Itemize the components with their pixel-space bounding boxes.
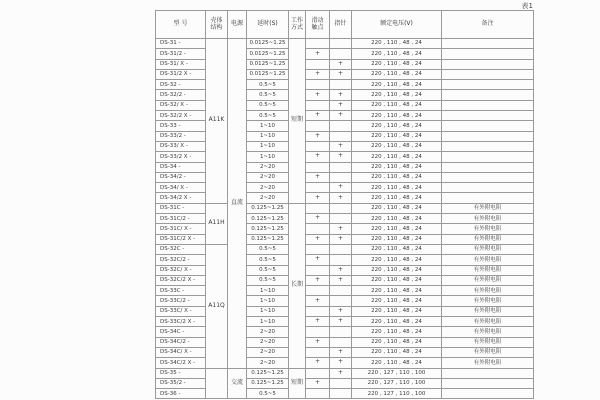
sliding-contact-mark-cell bbox=[306, 183, 330, 193]
remark-cell: 有外附电阻 bbox=[442, 337, 534, 347]
remark-cell: 有外附电阻 bbox=[442, 286, 534, 296]
remark-cell bbox=[442, 59, 534, 69]
sliding-contact-mark-cell: + bbox=[306, 49, 330, 59]
header-row bbox=[156, 11, 534, 39]
remark-cell bbox=[442, 141, 534, 151]
shell-structure-cell: A11H bbox=[206, 203, 228, 244]
remark-cell bbox=[442, 100, 534, 110]
table-row bbox=[156, 39, 534, 49]
remark-cell: 有外附电阻 bbox=[442, 255, 534, 265]
pointer-mark-cell: + bbox=[330, 317, 352, 327]
table-row bbox=[156, 203, 534, 213]
remark-cell bbox=[442, 111, 534, 121]
shell-header-line2: 结构 bbox=[210, 23, 223, 31]
pointer-mark-cell bbox=[330, 244, 352, 254]
delay-range-cell: 2~20 bbox=[247, 193, 289, 203]
model-cell: DS-33/2 - bbox=[156, 131, 206, 141]
sliding-contact-mark-cell: + bbox=[306, 255, 330, 265]
rated-voltage-cell: 220 , 110 , 48 , 24 bbox=[352, 131, 442, 141]
pointer-mark-cell: + bbox=[330, 358, 352, 368]
delay-range-cell: 1~10 bbox=[247, 152, 289, 162]
delay-range-cell: 0.125~1.25 bbox=[247, 234, 289, 244]
remark-cell: 有外附电阻 bbox=[442, 224, 534, 234]
remark-cell bbox=[442, 193, 534, 203]
rated-voltage-cell: 220 , 110 , 48 , 24 bbox=[352, 244, 442, 254]
remark-cell bbox=[442, 49, 534, 59]
model-cell: DS-34C/2 - bbox=[156, 337, 206, 347]
model-cell: DS-32 - bbox=[156, 80, 206, 90]
sliding-contact-mark-cell: + bbox=[306, 317, 330, 327]
col-header-remark: 备注 bbox=[442, 11, 534, 39]
pointer-mark-cell bbox=[330, 39, 352, 49]
rated-voltage-cell: 220 , 110 , 48 , 24 bbox=[352, 224, 442, 234]
remark-cell bbox=[442, 131, 534, 141]
rated-voltage-cell: 220 , 110 , 48 , 24 bbox=[352, 39, 442, 49]
model-cell: DS-31C - bbox=[156, 203, 206, 213]
model-cell: DS-35/2 - bbox=[156, 378, 206, 388]
model-cell: DS-32/2 - bbox=[156, 90, 206, 100]
pointer-mark-cell: + bbox=[330, 111, 352, 121]
sliding-contact-mark-cell bbox=[306, 306, 330, 316]
sliding-contact-mark-cell bbox=[306, 286, 330, 296]
model-cell: DS-34C/ X - bbox=[156, 347, 206, 357]
delay-range-cell: 0.5~5 bbox=[247, 100, 289, 110]
rated-voltage-cell: 220 , 110 , 48 , 24 bbox=[352, 347, 442, 357]
pointer-mark-cell: + bbox=[330, 368, 352, 378]
delay-range-cell: 0.5~5 bbox=[247, 255, 289, 265]
delay-range-cell: 2~20 bbox=[247, 183, 289, 193]
model-cell: DS-34C/2 X - bbox=[156, 358, 206, 368]
pointer-mark-cell bbox=[330, 172, 352, 182]
rated-voltage-cell: 220 , 110 , 48 , 24 bbox=[352, 214, 442, 224]
remark-cell: 有外附电阻 bbox=[442, 265, 534, 275]
delay-range-cell: 0.125~1.25 bbox=[247, 378, 289, 388]
sliding-contact-mark-cell bbox=[306, 59, 330, 69]
work-mode-cell: 短期 bbox=[289, 39, 306, 204]
shell-structure-cell bbox=[206, 368, 228, 399]
model-cell: DS-32C - bbox=[156, 244, 206, 254]
remark-cell: 有外附电阻 bbox=[442, 358, 534, 368]
remark-cell bbox=[442, 80, 534, 90]
rated-voltage-cell: 220 , 110 , 48 , 24 bbox=[352, 111, 442, 121]
pointer-mark-cell: + bbox=[330, 306, 352, 316]
pointer-mark-cell bbox=[330, 378, 352, 388]
sliding-contact-header-line2: 触点 bbox=[311, 23, 324, 31]
power-cell: 交流 bbox=[228, 368, 247, 399]
delay-range-cell: 1~10 bbox=[247, 286, 289, 296]
remark-cell bbox=[442, 389, 534, 399]
pointer-mark-cell bbox=[330, 214, 352, 224]
remark-cell: 有外附电阻 bbox=[442, 306, 534, 316]
model-cell: DS-33/ X - bbox=[156, 141, 206, 151]
delay-range-cell: 0.5~5 bbox=[247, 90, 289, 100]
pointer-mark-cell: + bbox=[330, 100, 352, 110]
rated-voltage-cell: 220 , 110 , 48 , 24 bbox=[352, 80, 442, 90]
col-header-work-mode bbox=[289, 11, 306, 39]
sliding-contact-mark-cell: + bbox=[306, 275, 330, 285]
remark-cell bbox=[442, 183, 534, 193]
sliding-contact-mark-cell bbox=[306, 162, 330, 172]
sliding-contact-mark-cell bbox=[306, 121, 330, 131]
pointer-mark-cell bbox=[330, 389, 352, 399]
sliding-contact-mark-cell bbox=[306, 244, 330, 254]
delay-range-cell: 0.5~5 bbox=[247, 265, 289, 275]
rated-voltage-cell: 220 , 110 , 48 , 24 bbox=[352, 49, 442, 59]
rated-voltage-cell: 220 , 110 , 48 , 24 bbox=[352, 286, 442, 296]
sliding-contact-mark-cell: + bbox=[306, 358, 330, 368]
delay-range-cell: 0.5~5 bbox=[247, 275, 289, 285]
sliding-contact-mark-cell: + bbox=[306, 193, 330, 203]
col-header-pointer: 指针 bbox=[330, 11, 352, 39]
pointer-mark-cell: + bbox=[330, 193, 352, 203]
pointer-mark-cell: + bbox=[330, 69, 352, 79]
delay-range-cell: 0.125~1.25 bbox=[247, 224, 289, 234]
rated-voltage-cell: 220 , 110 , 48 , 24 bbox=[352, 59, 442, 69]
delay-range-cell: 0.5~5 bbox=[247, 389, 289, 399]
pointer-mark-cell: + bbox=[330, 183, 352, 193]
rated-voltage-cell: 220 , 110 , 48 , 24 bbox=[352, 203, 442, 213]
delay-range-cell: 0.5~5 bbox=[247, 244, 289, 254]
pointer-mark-cell: + bbox=[330, 152, 352, 162]
delay-range-cell: 2~20 bbox=[247, 358, 289, 368]
work-mode-header-line1: 工作 bbox=[290, 16, 303, 24]
sliding-contact-header-line1: 滑动 bbox=[311, 16, 324, 24]
delay-range-cell: 0.5~5 bbox=[247, 80, 289, 90]
pointer-mark-cell bbox=[330, 286, 352, 296]
pointer-mark-cell bbox=[330, 131, 352, 141]
remark-cell: 有外附电阻 bbox=[442, 244, 534, 254]
delay-range-cell: 2~20 bbox=[247, 327, 289, 337]
table-row bbox=[156, 244, 534, 254]
rated-voltage-cell: 220 , 127 , 110 , 100 bbox=[352, 378, 442, 388]
delay-range-cell: 2~20 bbox=[247, 347, 289, 357]
rated-voltage-cell: 220 , 110 , 48 , 24 bbox=[352, 69, 442, 79]
remark-cell: 有外附电阻 bbox=[442, 327, 534, 337]
rated-voltage-cell: 220 , 127 , 110 , 100 bbox=[352, 368, 442, 378]
power-cell: 直流 bbox=[228, 39, 247, 369]
remark-cell: 有外附电阻 bbox=[442, 275, 534, 285]
rated-voltage-cell: 220 , 110 , 48 , 24 bbox=[352, 275, 442, 285]
delay-range-cell: 0.125~1.25 bbox=[247, 203, 289, 213]
sliding-contact-mark-cell: + bbox=[306, 69, 330, 79]
model-cell: DS-34/ X - bbox=[156, 183, 206, 193]
rated-voltage-cell: 220 , 110 , 48 , 24 bbox=[352, 193, 442, 203]
remark-cell bbox=[442, 39, 534, 49]
sliding-contact-mark-cell bbox=[306, 347, 330, 357]
pointer-mark-cell bbox=[330, 327, 352, 337]
sliding-contact-mark-cell: + bbox=[306, 111, 330, 121]
delay-range-cell: 1~10 bbox=[247, 296, 289, 306]
rated-voltage-cell: 220 , 127 , 110 , 100 bbox=[352, 389, 442, 399]
rated-voltage-cell: 220 , 110 , 48 , 24 bbox=[352, 265, 442, 275]
model-cell: DS-31/2 - bbox=[156, 49, 206, 59]
pointer-mark-cell: + bbox=[330, 141, 352, 151]
pointer-mark-cell bbox=[330, 203, 352, 213]
pointer-mark-cell: + bbox=[330, 224, 352, 234]
sliding-contact-mark-cell bbox=[306, 203, 330, 213]
remark-cell bbox=[442, 162, 534, 172]
sliding-contact-mark-cell bbox=[306, 141, 330, 151]
rated-voltage-cell: 220 , 110 , 48 , 24 bbox=[352, 172, 442, 182]
sliding-contact-mark-cell bbox=[306, 39, 330, 49]
delay-range-cell: 0.0125~1.25 bbox=[247, 39, 289, 49]
delay-range-cell: 0.0125~1.25 bbox=[247, 49, 289, 59]
pointer-mark-cell: + bbox=[330, 90, 352, 100]
rated-voltage-cell: 220 , 110 , 48 , 24 bbox=[352, 358, 442, 368]
model-cell: DS-34 - bbox=[156, 162, 206, 172]
remark-cell bbox=[442, 172, 534, 182]
pointer-mark-cell bbox=[330, 49, 352, 59]
model-cell: DS-34/2 X - bbox=[156, 193, 206, 203]
model-cell: DS-33C/ X - bbox=[156, 306, 206, 316]
rated-voltage-cell: 220 , 110 , 48 , 24 bbox=[352, 100, 442, 110]
pointer-mark-cell bbox=[330, 255, 352, 265]
model-cell: DS-31C/ X - bbox=[156, 224, 206, 234]
rated-voltage-cell: 220 , 110 , 48 , 24 bbox=[352, 327, 442, 337]
table-row bbox=[156, 368, 534, 378]
model-cell: DS-31C/2 X - bbox=[156, 234, 206, 244]
rated-voltage-cell: 220 , 110 , 48 , 24 bbox=[352, 141, 442, 151]
rated-voltage-cell: 220 , 110 , 48 , 24 bbox=[352, 152, 442, 162]
sliding-contact-mark-cell: + bbox=[306, 172, 330, 182]
sliding-contact-mark-cell bbox=[306, 389, 330, 399]
model-cell: DS-31 - bbox=[156, 39, 206, 49]
sliding-contact-mark-cell: + bbox=[306, 90, 330, 100]
model-cell: DS-34/2 - bbox=[156, 172, 206, 182]
remark-cell bbox=[442, 90, 534, 100]
model-cell: DS-32C/ X - bbox=[156, 265, 206, 275]
sliding-contact-mark-cell: + bbox=[306, 214, 330, 224]
remark-cell bbox=[442, 152, 534, 162]
delay-range-cell: 1~10 bbox=[247, 317, 289, 327]
delay-range-cell: 2~20 bbox=[247, 337, 289, 347]
rated-voltage-cell: 220 , 110 , 48 , 24 bbox=[352, 234, 442, 244]
sliding-contact-mark-cell bbox=[306, 80, 330, 90]
remark-cell bbox=[442, 121, 534, 131]
col-header-voltage: 额定电压(V) bbox=[352, 11, 442, 39]
model-cell: DS-33C/2 X - bbox=[156, 317, 206, 327]
col-header-sliding-contact bbox=[306, 11, 330, 39]
col-header-delay: 延时(S) bbox=[247, 11, 289, 39]
remark-cell: 有外附电阻 bbox=[442, 214, 534, 224]
model-cell: DS-33C/2 - bbox=[156, 296, 206, 306]
delay-range-cell: 1~10 bbox=[247, 121, 289, 131]
shell-structure-cell: A11Q bbox=[206, 244, 228, 368]
rated-voltage-cell: 220 , 110 , 48 , 24 bbox=[352, 317, 442, 327]
delay-range-cell: 1~10 bbox=[247, 306, 289, 316]
remark-cell bbox=[442, 368, 534, 378]
sliding-contact-mark-cell: + bbox=[306, 337, 330, 347]
remark-cell: 有外附电阻 bbox=[442, 203, 534, 213]
model-cell: DS-32C/2 - bbox=[156, 255, 206, 265]
model-cell: DS-31/2 X - bbox=[156, 69, 206, 79]
model-cell: DS-31C/2 - bbox=[156, 214, 206, 224]
pointer-mark-cell: + bbox=[330, 59, 352, 69]
sliding-contact-mark-cell: + bbox=[306, 234, 330, 244]
col-header-shell-structure bbox=[206, 11, 228, 39]
pointer-mark-cell bbox=[330, 296, 352, 306]
model-cell: DS-31/ X - bbox=[156, 59, 206, 69]
pointer-mark-cell bbox=[330, 121, 352, 131]
delay-range-cell: 2~20 bbox=[247, 172, 289, 182]
pointer-mark-cell: + bbox=[330, 265, 352, 275]
sliding-contact-mark-cell bbox=[306, 327, 330, 337]
model-cell: DS-36 - bbox=[156, 389, 206, 399]
remark-cell: 有外附电阻 bbox=[442, 234, 534, 244]
relay-spec-table bbox=[155, 10, 534, 399]
rated-voltage-cell: 220 , 110 , 48 , 24 bbox=[352, 183, 442, 193]
model-cell: DS-32/2 X - bbox=[156, 111, 206, 121]
col-header-model: 型 号 bbox=[156, 11, 206, 39]
pointer-mark-cell bbox=[330, 162, 352, 172]
delay-range-cell: 0.125~1.25 bbox=[247, 368, 289, 378]
sliding-contact-mark-cell bbox=[306, 368, 330, 378]
pointer-mark-cell bbox=[330, 80, 352, 90]
sliding-contact-mark-cell bbox=[306, 224, 330, 234]
sliding-contact-mark-cell bbox=[306, 265, 330, 275]
delay-range-cell: 1~10 bbox=[247, 131, 289, 141]
pointer-mark-cell bbox=[330, 337, 352, 347]
sliding-contact-mark-cell: + bbox=[306, 296, 330, 306]
rated-voltage-cell: 220 , 110 , 48 , 24 bbox=[352, 162, 442, 172]
work-mode-header-line2: 方式 bbox=[290, 23, 303, 31]
sliding-contact-mark-cell bbox=[306, 100, 330, 110]
remark-cell bbox=[442, 378, 534, 388]
rated-voltage-cell: 220 , 110 , 48 , 24 bbox=[352, 90, 442, 100]
model-cell: DS-34C - bbox=[156, 327, 206, 337]
shell-structure-cell: A11K bbox=[206, 39, 228, 204]
rated-voltage-cell: 220 , 110 , 48 , 24 bbox=[352, 121, 442, 131]
model-cell: DS-33/2 X - bbox=[156, 152, 206, 162]
model-cell: DS-32/ X - bbox=[156, 100, 206, 110]
remark-cell: 有外附电阻 bbox=[442, 296, 534, 306]
model-cell: DS-33 - bbox=[156, 121, 206, 131]
sliding-contact-mark-cell: + bbox=[306, 378, 330, 388]
rated-voltage-cell: 220 , 110 , 48 , 24 bbox=[352, 306, 442, 316]
shell-header-line1: 壳体 bbox=[210, 16, 223, 24]
work-mode-cell: 长期 bbox=[289, 203, 306, 368]
remark-cell: 有外附电阻 bbox=[442, 317, 534, 327]
pointer-mark-cell: + bbox=[330, 234, 352, 244]
delay-range-cell: 2~20 bbox=[247, 162, 289, 172]
delay-range-cell: 0.0125~1.25 bbox=[247, 69, 289, 79]
table-number-label: 表1 bbox=[521, 2, 533, 10]
remark-cell: 有外附电阻 bbox=[442, 347, 534, 357]
model-cell: DS-33C - bbox=[156, 286, 206, 296]
rated-voltage-cell: 220 , 110 , 48 , 24 bbox=[352, 337, 442, 347]
rated-voltage-cell: 220 , 110 , 48 , 24 bbox=[352, 255, 442, 265]
pointer-mark-cell: + bbox=[330, 275, 352, 285]
delay-range-cell: 1~10 bbox=[247, 141, 289, 151]
pointer-mark-cell: + bbox=[330, 347, 352, 357]
delay-range-cell: 0.0125~1.25 bbox=[247, 59, 289, 69]
sliding-contact-mark-cell: + bbox=[306, 131, 330, 141]
model-cell: DS-32C/2 X - bbox=[156, 275, 206, 285]
delay-range-cell: 0.5~5 bbox=[247, 111, 289, 121]
col-header-power: 电源 bbox=[228, 11, 247, 39]
sliding-contact-mark-cell: + bbox=[306, 152, 330, 162]
remark-cell bbox=[442, 69, 534, 79]
rated-voltage-cell: 220 , 110 , 48 , 24 bbox=[352, 296, 442, 306]
delay-range-cell: 0.125~1.25 bbox=[247, 214, 289, 224]
model-cell: DS-35 - bbox=[156, 368, 206, 378]
work-mode-cell: 短期 bbox=[289, 368, 306, 399]
